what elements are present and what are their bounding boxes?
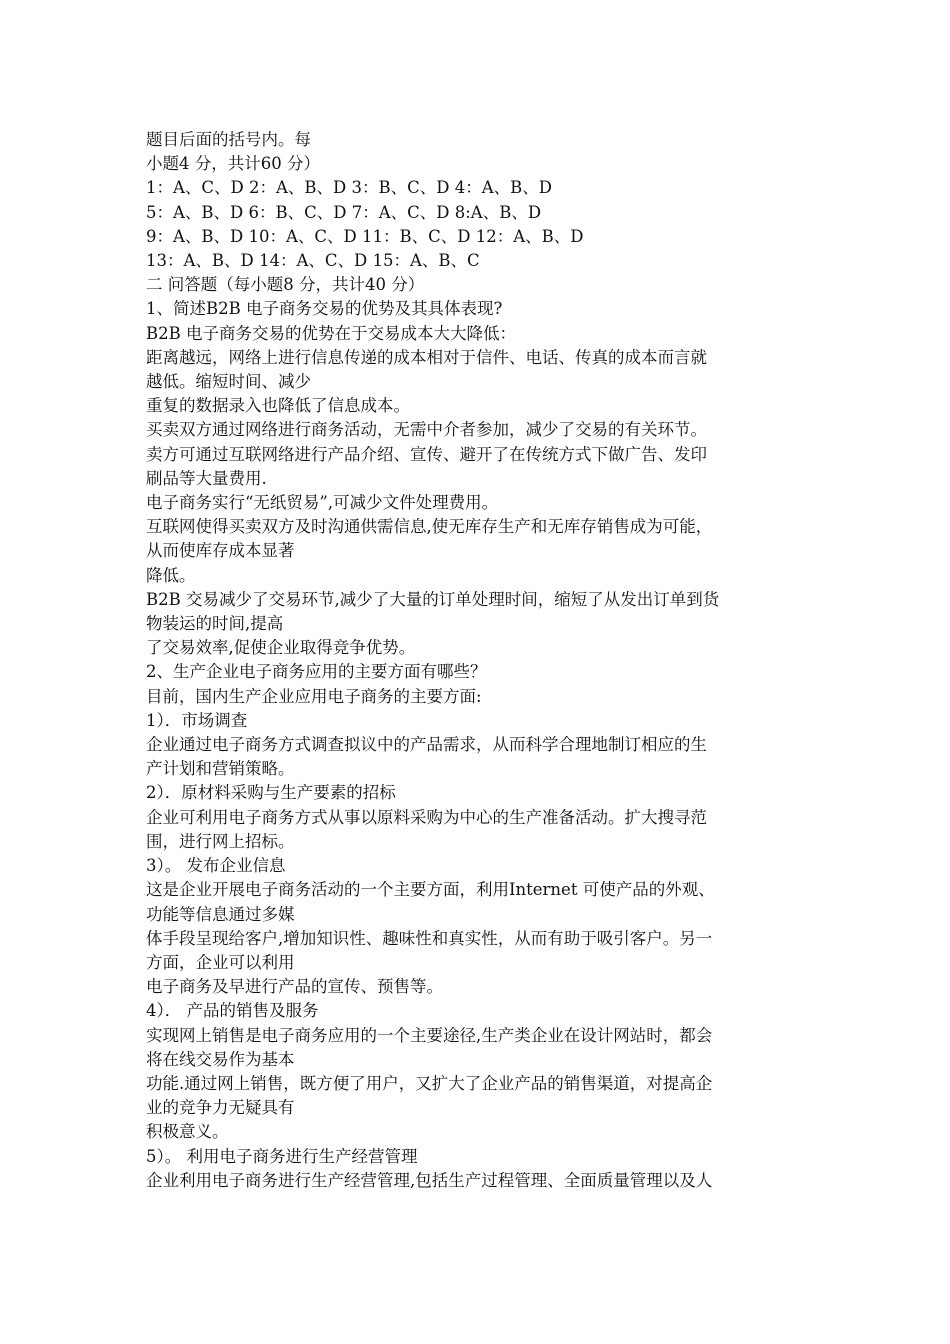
text-line: 企业可利用电子商务方式从事以原料采购为中心的生产准备活动。扩大搜寻范: [146, 807, 707, 827]
text-line: 围，进行网上招标。: [146, 831, 295, 851]
text-line: B2B 电子商务交易的优势在于交易成本大大降低：: [146, 323, 516, 343]
text-line: 功能.通过网上销售，既方便了用户，又扩大了企业产品的销售渠道，对提高企: [146, 1073, 713, 1093]
text-line: 物装运的时间,提高: [146, 614, 284, 634]
text-line: 5）。 利用电子商务进行生产经营管理: [146, 1146, 418, 1166]
text-line: 刷品等大量费用.: [146, 468, 267, 488]
text-line: 功能等信息通过多媒: [146, 904, 295, 924]
document-body: [146, 128, 812, 1193]
text-line: 将在线交易作为基本: [146, 1049, 295, 1069]
text-line: 13：A、B、D 14：A、C、D 15：A、B、C: [146, 251, 480, 271]
text-line: 1：A、C、D 2：A、B、D 3：B、C、D 4：A、B、D: [146, 178, 553, 198]
text-line: 互联网使得买卖双方及时沟通供需信息,使无库存生产和无库存销售成为可能，: [146, 517, 713, 537]
text-line: 业的竞争力无疑具有: [146, 1098, 295, 1118]
text-line: 4）． 产品的销售及服务: [146, 1001, 319, 1021]
text-line: 3）。 发布企业信息: [146, 856, 286, 876]
text-line: 电子商务实行“无纸贸易”,可减少文件处理费用。: [146, 493, 499, 513]
text-line: 买卖双方通过网络进行商务活动，无需中介者参加，减少了交易的有关环节。: [146, 420, 707, 440]
text-line: 降低。: [146, 565, 196, 585]
text-line: 越低。缩短时间、减少: [146, 372, 311, 392]
text-line: B2B 交易减少了交易环节,减少了大量的订单处理时间，缩短了从发出订单到货: [146, 589, 720, 609]
text-line: 从而使库存成本显著: [146, 541, 295, 561]
text-line: 1、简述B2B 电子商务交易的优势及其具体表现?: [146, 299, 503, 319]
text-line: 小题4 分，共计60 分）: [146, 154, 320, 174]
text-line: 卖方可通过互联网络进行产品介绍、宣传、避开了在传统方式下做广告、发印: [146, 444, 707, 464]
text-line: 二 问答题（每小题8 分，共计40 分）: [146, 275, 425, 295]
text-line: 重复的数据录入也降低了信息成本。: [146, 396, 410, 416]
text-line: 产计划和营销策略。: [146, 759, 295, 779]
text-line: 了交易效率,促使企业取得竞争优势。: [146, 638, 416, 658]
text-line: 距离越远，网络上进行信息传递的成本相对于信件、电话、传真的成本而言就: [146, 347, 707, 367]
text-line: 2、生产企业电子商务应用的主要方面有哪些？: [146, 662, 487, 682]
text-line: 体手段呈现给客户,增加知识性、趣味性和真实性，从而有助于吸引客户。另一: [146, 928, 713, 948]
text-line: 这是企业开展电子商务活动的一个主要方面，利用Internet 可使产品的外观、: [146, 880, 715, 900]
text-line: 企业利用电子商务进行生产经营管理,包括生产过程管理、全面质量管理以及人: [146, 1170, 713, 1190]
text-line: 5：A、B、D 6：B、C、D 7：A、C、D 8:A、B、D: [146, 202, 542, 222]
text-line: 方面，企业可以利用: [146, 952, 295, 972]
text-line: 2）．原材料采购与生产要素的招标: [146, 783, 396, 803]
text-line: 实现网上销售是电子商务应用的一个主要途径,生产类企业在设计网站时，都会: [146, 1025, 713, 1045]
text-line: 目前，国内生产企业应用电子商务的主要方面:: [146, 686, 482, 706]
text-line: 积极意义。: [146, 1122, 229, 1142]
text-line: 1）．市场调查: [146, 710, 248, 730]
text-line: 企业通过电子商务方式调查拟议中的产品需求，从而科学合理地制订相应的生: [146, 735, 707, 755]
text-line: 9：A、B、D 10：A、C、D 11：B、C、D 12：A、B、D: [146, 226, 584, 246]
text-line: 题目后面的括号内。每: [146, 130, 311, 149]
text-line: 电子商务及早进行产品的宣传、预售等。: [146, 977, 443, 997]
